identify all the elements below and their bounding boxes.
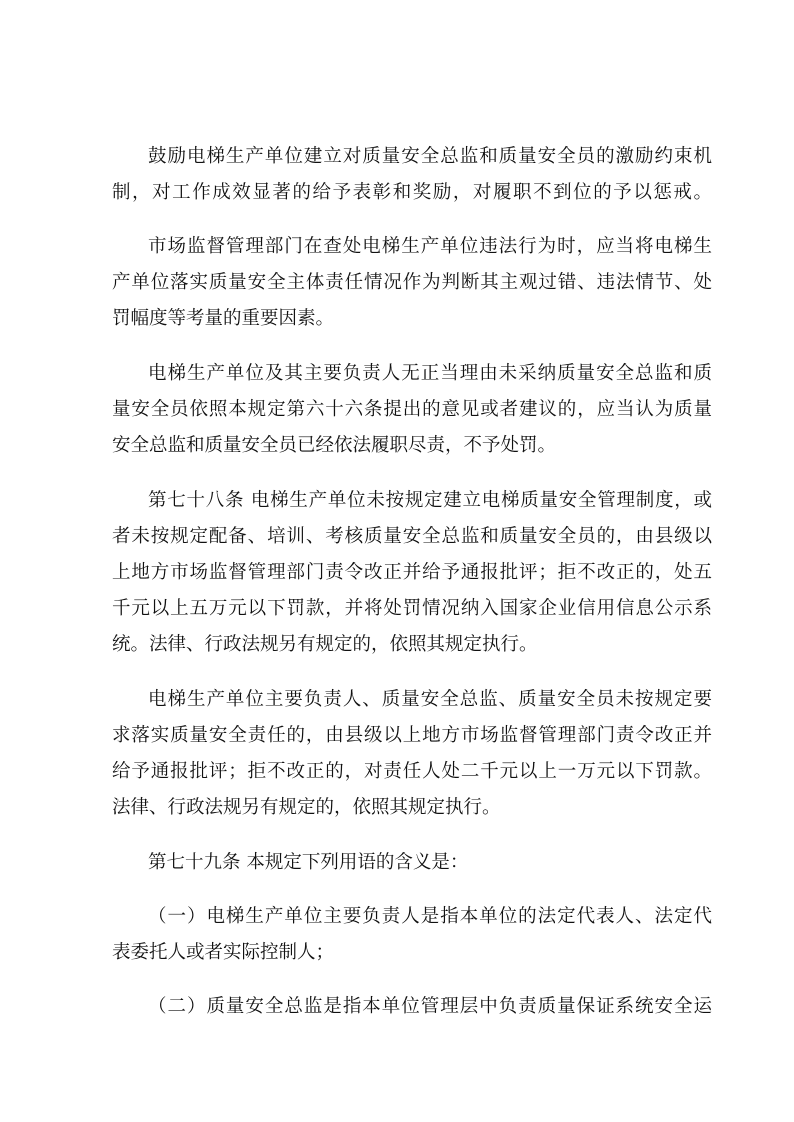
article-79-line: 第七十九条 本规定下列用语的含义是：	[148, 852, 469, 873]
paragraph-line: 罚幅度等考量的重要因素。	[112, 308, 335, 329]
paragraph-line: 统。法律、行政法规另有规定的，依照其规定执行。	[112, 634, 538, 655]
paragraph-line: 法律、行政法规另有规定的，依照其规定执行。	[112, 797, 501, 818]
paragraph-line: 表委托人或者实际控制人；	[112, 942, 335, 963]
paragraph-line: 市场监督管理部门在查处电梯生产单位违法行为时，应当将电梯生	[148, 236, 712, 257]
paragraph-line: 鼓励电梯生产单位建立对质量安全总监和质量安全员的激励约束机	[148, 146, 712, 167]
paragraph-line: 制，对工作成效显著的给予表彰和奖励，对履职不到位的予以惩戒。	[112, 182, 712, 203]
list-item-line: （一）电梯生产单位主要负责人是指本单位的法定代表人、法定代	[148, 906, 712, 927]
list-item-line: （二）质量安全总监是指本单位管理层中负责质量保证系统安全运	[148, 996, 712, 1017]
paragraph-line: 求落实质量安全责任的，由县级以上地方市场监督管理部门责令改正并	[112, 725, 712, 746]
paragraph-line: 上地方市场监督管理部门责令改正并给予通报批评；拒不改正的，处五	[112, 562, 712, 583]
paragraph-line: 产单位落实质量安全主体责任情况作为判断其主观过错、违法情节、处	[112, 272, 712, 293]
paragraph-line: 千元以上五万元以下罚款，并将处罚情况纳入国家企业信用信息公示系	[112, 598, 712, 619]
paragraph-line: 电梯生产单位及其主要负责人无正当理由未采纳质量安全总监和质	[148, 363, 712, 384]
paragraph-line: 电梯生产单位主要负责人、质量安全总监、质量安全员未按规定要	[148, 689, 712, 710]
paragraph-line: 者未按规定配备、培训、考核质量安全总监和质量安全员的，由县级以	[112, 526, 712, 547]
paragraph-line: 给予通报批评；拒不改正的，对责任人处二千元以上一万元以下罚款。	[112, 761, 712, 782]
article-78-line: 第七十八条 电梯生产单位未按规定建立电梯质量安全管理制度，或	[148, 490, 712, 511]
paragraph-line: 安全总监和质量安全员已经依法履职尽责，不予处罚。	[112, 435, 557, 456]
paragraph-line: 量安全员依照本规定第六十六条提出的意见或者建议的，应当认为质量	[112, 399, 712, 420]
